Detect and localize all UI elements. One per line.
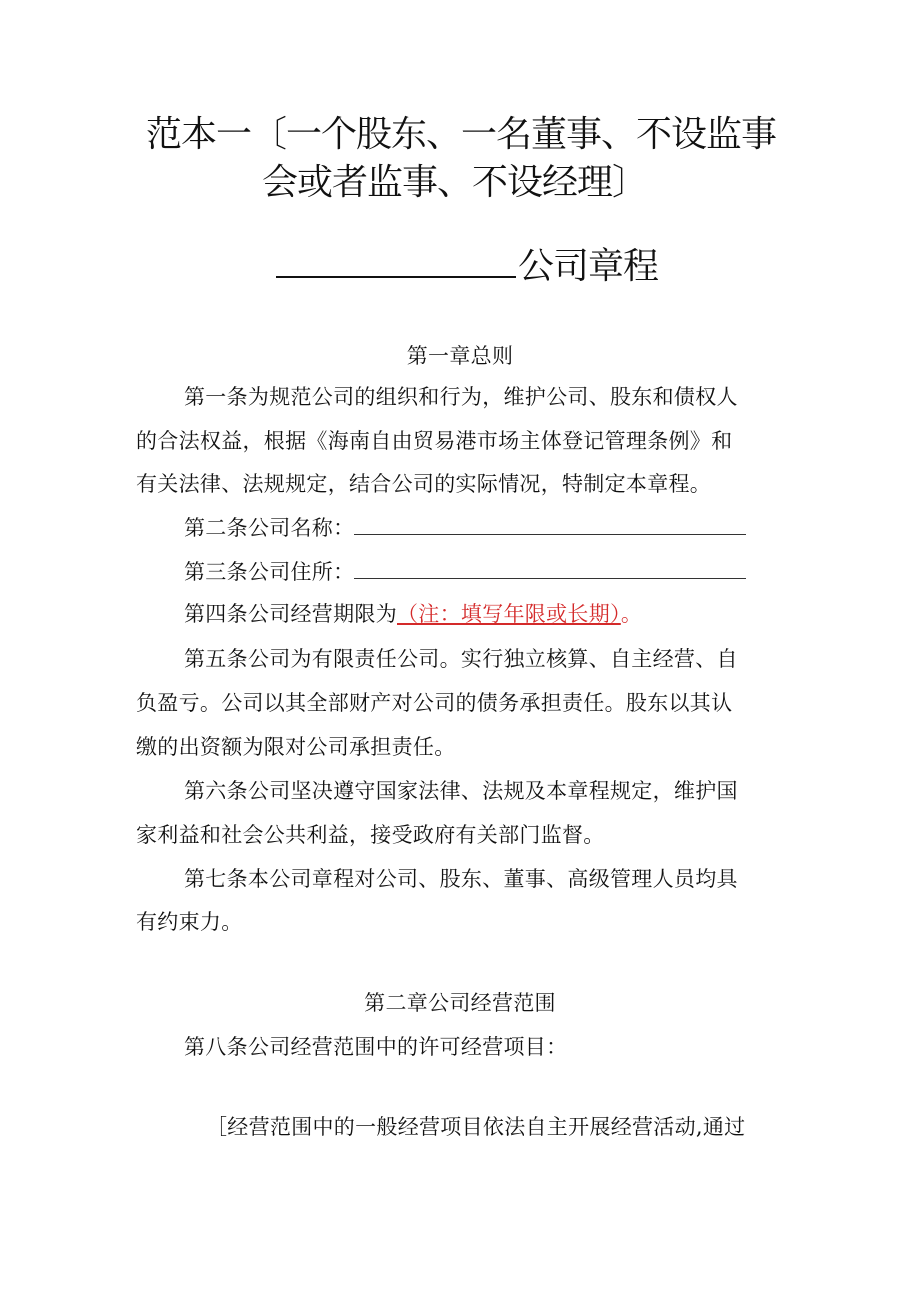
- article-2: [184, 512, 746, 542]
- chapter-2-heading: 第二章公司经营范围: [364, 991, 556, 1015]
- doc-title-line-1: 范本一〔一个股东、一名董事、不设监事: [146, 114, 777, 155]
- company-name-blank[interactable]: [276, 246, 516, 278]
- article-2-label: 第二条公司名称：: [184, 516, 355, 540]
- article-7-line-1: 第七条本公司章程对公司、股东、董事、高级管理人员均具: [184, 867, 738, 891]
- article-6-line-2: 家利益和社会公共利益，接受政府有关部门监督。: [136, 823, 605, 847]
- article-4-end: 。: [620, 602, 643, 626]
- doc-title-suffix: 公司章程: [518, 246, 659, 287]
- article-7-line-2: 有约束力。: [136, 910, 243, 934]
- article-1-line-1: 第一条为规范公司的组织和行为，维护公司、股东和债权人: [184, 385, 738, 409]
- doc-title-line-2: 会或者监事、不设经理〕: [262, 162, 648, 203]
- article-5-line-2: 负盈亏。公司以其全部财产对公司的债务承担责任。股东以其认: [136, 691, 733, 715]
- article-4: [184, 598, 642, 628]
- article-4-note: （注：填写年限或长期）: [397, 602, 621, 626]
- doc-title-line-3: [276, 238, 658, 289]
- article-4-label: 第四条公司经营期限为: [184, 602, 397, 626]
- article-3-label: 第三条公司住所：: [184, 560, 355, 584]
- company-address-field[interactable]: [354, 560, 746, 579]
- article-3: [184, 556, 746, 586]
- article-1-line-3: 有关法律、法规规定，结合公司的实际情况，特制定本章程。: [136, 472, 712, 496]
- company-name-field[interactable]: [354, 516, 746, 535]
- article-5-line-1: 第五条公司为有限责任公司。实行独立核算、自主经营、自: [184, 647, 738, 671]
- business-scope-note: ［经营范围中的一般经营项目依法自主开展经营活动,通过: [206, 1115, 746, 1139]
- chapter-1-heading: 第一章总则: [406, 344, 514, 368]
- article-1-line-2: 的合法权益，根据《海南自由贸易港市场主体登记管理条例》和: [136, 429, 733, 453]
- article-5-line-3: 缴的出资额为限对公司承担责任。: [136, 735, 456, 759]
- article-6-line-1: 第六条公司坚决遵守国家法律、法规及本章程规定，维护国: [184, 779, 738, 803]
- article-8: 第八条公司经营范围中的许可经营项目：: [184, 1035, 568, 1059]
